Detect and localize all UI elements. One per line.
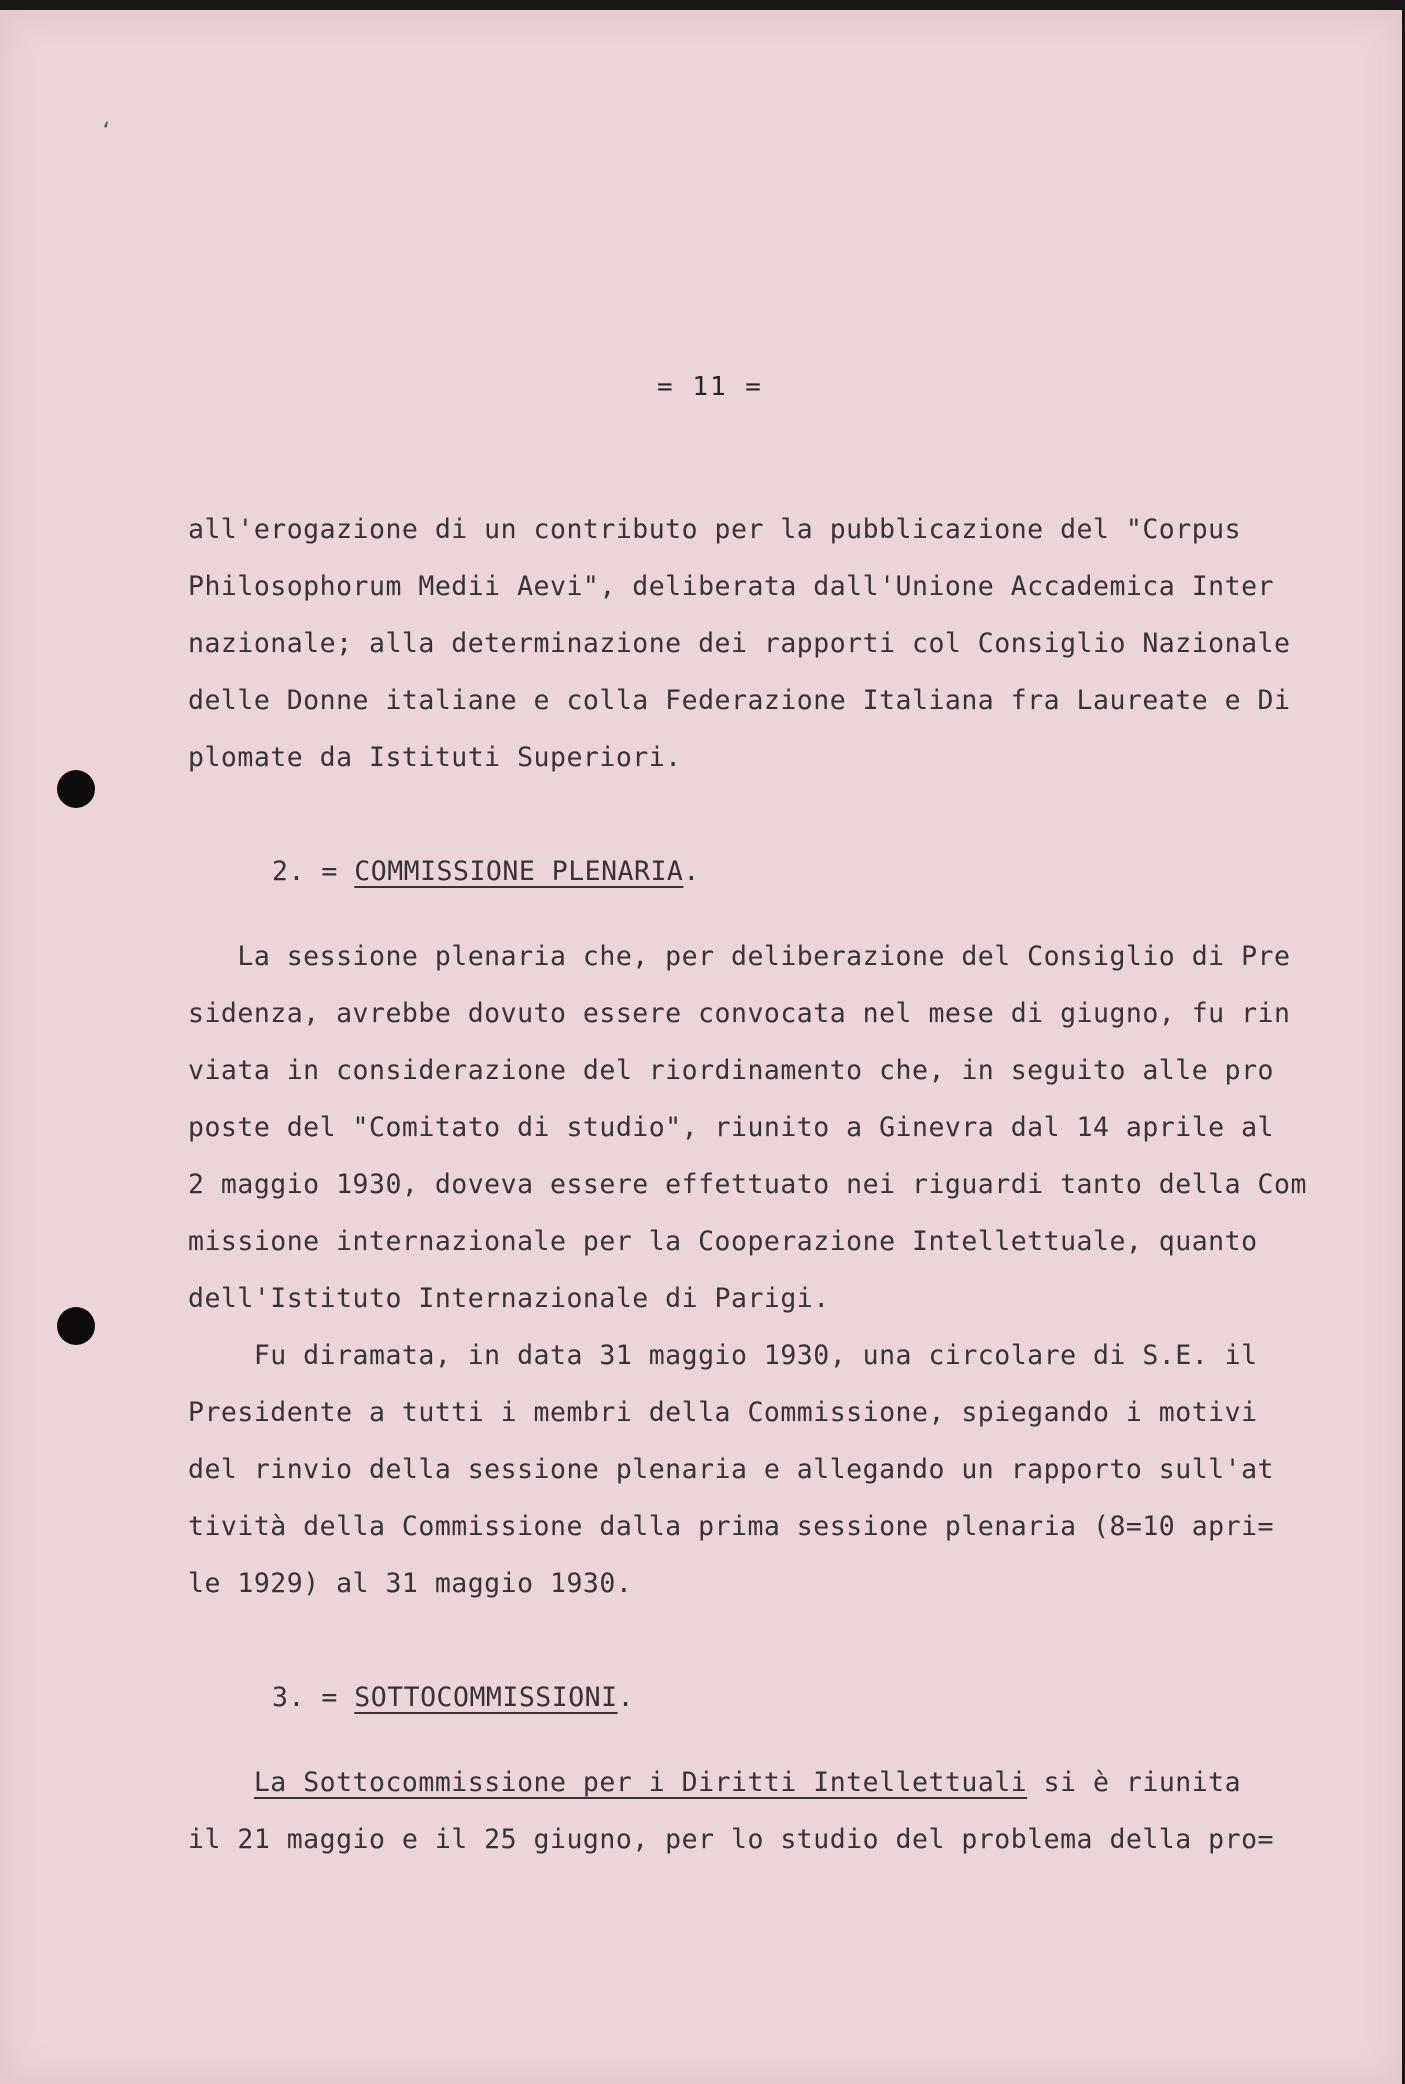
text-line: delle Donne italiane e colla Federazione Italiana fra Laureate e Di	[188, 685, 1291, 716]
text-line: poste del "Comitato di studio", riunito a Ginevra dal 14 aprile al	[188, 1112, 1274, 1143]
text-line: sidenza, avrebbe dovuto essere convocata nel mese di giugno, fu rin	[188, 998, 1291, 1029]
underlined-phrase: La Sottocommissione per i Diritti Intellettuali	[253, 1767, 1028, 1798]
text-line	[188, 1754, 1348, 1811]
line-rest: si è riunita	[1027, 1767, 1242, 1798]
indent	[188, 1767, 254, 1798]
text-line: all'erogazione di un contributo per la pubblicazione del "Corpus	[188, 514, 1242, 545]
text-line: dell'Istituto Internazionale di Parigi.	[188, 1283, 830, 1314]
section-title: COMMISSIONE PLENARIA	[354, 856, 684, 887]
text-line: Presidente a tutti i membri della Commissione, spiegando i motivi	[188, 1397, 1258, 1428]
section-number: 3. =	[272, 1682, 355, 1713]
text-line: nazionale; alla determinazione dei rapporti col Consiglio Nazionale	[188, 628, 1291, 659]
text-line: tività della Commissione dalla prima sessione plenaria (8=10 apri=	[188, 1511, 1274, 1542]
text-line: le 1929) al 31 maggio 1930.	[188, 1568, 633, 1599]
punch-hole-bottom	[57, 1307, 95, 1345]
paragraph-4	[188, 1754, 1348, 1868]
body-text	[188, 501, 1348, 1868]
text-line: Philosophorum Medii Aevi", deliberata dall'Unione Accademica Inter	[188, 571, 1274, 602]
text-line: plomate da Istituti Superiori.	[188, 742, 682, 773]
section-title: SOTTOCOMMISSIONI	[354, 1682, 618, 1713]
section-suffix: .	[617, 1682, 635, 1713]
section-heading-2	[188, 843, 1348, 900]
section-number: 2. =	[272, 856, 355, 887]
text-line: Fu diramata, in data 31 maggio 1930, una circolare di S.E. il	[188, 1340, 1258, 1371]
text-line: 2 maggio 1930, doveva essere effettuato nei riguardi tanto della Com	[188, 1169, 1307, 1200]
text-line: del rinvio della sessione plenaria e allegando un rapporto sull'at	[188, 1454, 1274, 1485]
text-line: viata in considerazione del riordinamento che, in seguito alle pro	[188, 1055, 1274, 1086]
section-suffix: .	[683, 856, 700, 887]
paragraph-3	[188, 1327, 1348, 1612]
punch-hole-top	[57, 770, 95, 808]
section-heading-3	[188, 1669, 1348, 1726]
paragraph-2	[188, 928, 1348, 1327]
text-line: il 21 maggio e il 25 giugno, per lo studio del problema della pro=	[188, 1824, 1274, 1855]
pencil-mark: ‘	[100, 118, 113, 142]
document-page	[0, 10, 1402, 2084]
text-line: La sessione plenaria che, per deliberazione del Consiglio di Pre	[188, 941, 1291, 972]
page-number: = 11 =	[657, 372, 763, 402]
text-line: missione internazionale per la Cooperazione Intellettuale, quanto	[188, 1226, 1258, 1257]
paragraph-1	[188, 501, 1348, 786]
